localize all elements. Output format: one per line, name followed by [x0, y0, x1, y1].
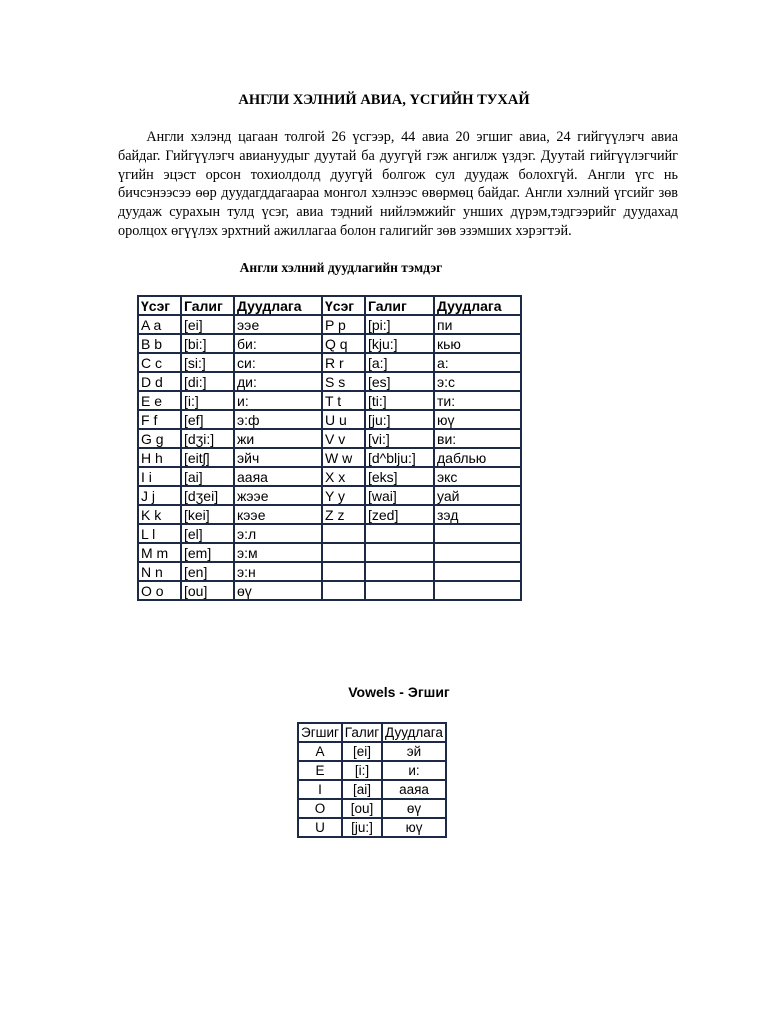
table-cell: [ou] — [182, 582, 233, 599]
table-row — [139, 487, 520, 504]
table-cell: H h — [139, 449, 180, 466]
vowels-table — [297, 722, 447, 838]
table-cell — [323, 563, 364, 580]
table-cell: [zed] — [366, 506, 433, 523]
table-cell: [ei] — [343, 743, 381, 760]
table-cell: B b — [139, 335, 180, 352]
table-cell: U — [299, 819, 341, 836]
table-cell: [kju:] — [366, 335, 433, 352]
table-row — [139, 392, 520, 409]
table-cell: э:с — [435, 373, 520, 390]
alphabet-table — [137, 295, 522, 601]
table-row — [139, 430, 520, 447]
table-cell: [eks] — [366, 468, 433, 485]
table-cell: би: — [235, 335, 321, 352]
table-cell: кью — [435, 335, 520, 352]
table-cell: жи — [235, 430, 321, 447]
table-row — [139, 335, 520, 352]
header-pronunciation: Дуудлага — [435, 297, 520, 314]
table-cell: P p — [323, 316, 364, 333]
table-cell: [d^blju:] — [366, 449, 433, 466]
table-cell: [dʒi:] — [182, 430, 233, 447]
table-row — [299, 781, 445, 798]
table-cell: S s — [323, 373, 364, 390]
table-cell: юү — [435, 411, 520, 428]
table-cell: Y y — [323, 487, 364, 504]
table-cell: [vi:] — [366, 430, 433, 447]
table-cell: [i:] — [182, 392, 233, 409]
table-row — [139, 544, 520, 561]
table-cell: [ai] — [343, 781, 381, 798]
table-row — [139, 373, 520, 390]
table-cell — [366, 525, 433, 542]
table-cell — [435, 544, 520, 561]
table-row — [139, 506, 520, 523]
table-cell: өү — [235, 582, 321, 599]
header-transcription: Галиг — [366, 297, 433, 314]
table-cell — [366, 544, 433, 561]
table-cell: юү — [383, 819, 445, 836]
table-cell: [bi:] — [182, 335, 233, 352]
table-cell: э:м — [235, 544, 321, 561]
table-cell: U u — [323, 411, 364, 428]
table-cell: [ef] — [182, 411, 233, 428]
table-cell: G g — [139, 430, 180, 447]
table-cell: [ti:] — [366, 392, 433, 409]
table-row — [139, 582, 520, 599]
header-transcription: Галиг — [344, 725, 380, 740]
table-cell: э:н — [235, 563, 321, 580]
table-cell: Q q — [323, 335, 364, 352]
table-cell: I — [299, 781, 341, 798]
table-cell: L l — [139, 525, 180, 542]
table-cell: [em] — [182, 544, 233, 561]
table-cell: C c — [139, 354, 180, 371]
table-cell: жээе — [235, 487, 321, 504]
table-cell: пи — [435, 316, 520, 333]
table-cell: [si:] — [182, 354, 233, 371]
table-cell: [ju:] — [343, 819, 381, 836]
table-cell: [wai] — [366, 487, 433, 504]
table-cell: D d — [139, 373, 180, 390]
table-row — [299, 762, 445, 779]
table-cell: [i:] — [343, 762, 381, 779]
table-row — [139, 449, 520, 466]
intro-paragraph: Англи хэлэнд цагаан толгой 26 үсгээр, 44 авиа 20 эгшиг авиа, 24 гийгүүлэгч авиа байдаг. Гийгүүлэгч авиануудыг дуутай ба дуугүй гэж ангилж үздэг. Дуутай гийгүүлэгчийг үгийн эцэст орсон тохиолдолд дуугүй болгож сул дуудаж болохгүй. Англи үгс нь бичсэнээсээ өөр дуудагддагаараа монгол хэлнээс өвөрмөц байдаг. Англи хэлний үгсийг зөв дуудаж сурахын тулд үсэг, авиа тэдний нийлэмжийг унших дүрэм,тэдгээрийг дуудахад оролцох өгүүлэх эрхтний ажиллагаа болон галигийг зөв эзэмших хэрэгтэй. — [118, 129, 678, 239]
table-cell: уай — [435, 487, 520, 504]
header-pronunciation: Дуудлага — [383, 724, 445, 741]
table-row — [299, 819, 445, 836]
table-cell: [ju:] — [366, 411, 433, 428]
table-cell — [366, 563, 433, 580]
table-cell: R r — [323, 354, 364, 371]
table-cell: ви: — [435, 430, 520, 447]
table-row — [139, 525, 520, 542]
table-cell: W w — [323, 449, 364, 466]
alphabet-header-row — [139, 297, 520, 314]
header-vowel: Эгшиг — [299, 724, 341, 741]
table-cell: F f — [139, 411, 180, 428]
table-cell: [ou] — [343, 800, 381, 817]
table-cell: а: — [435, 354, 520, 371]
table-cell: [ai] — [182, 468, 233, 485]
vowels-header-row — [299, 724, 445, 741]
vowels-title: Vowels - Эгшиг — [348, 684, 450, 700]
table-cell: K k — [139, 506, 180, 523]
table-cell: O — [299, 800, 341, 817]
table-cell: эйч — [235, 449, 321, 466]
page-title: АНГЛИ ХЭЛНИЙ АВИА, ҮСГИЙН ТУХАЙ — [238, 92, 530, 108]
table-cell: M m — [139, 544, 180, 561]
table-cell: и: — [235, 392, 321, 409]
table-cell: V v — [323, 430, 364, 447]
table-cell: T t — [323, 392, 364, 409]
table-cell: [dʒei] — [182, 487, 233, 504]
table-cell: N n — [139, 563, 180, 580]
table-cell: зэд — [435, 506, 520, 523]
table-cell: [el] — [182, 525, 233, 542]
table-cell: и: — [383, 762, 445, 779]
table-cell: [di:] — [182, 373, 233, 390]
table-cell: Z z — [323, 506, 364, 523]
table-row — [139, 316, 520, 333]
table-cell: си: — [235, 354, 321, 371]
table-cell: даблью — [435, 449, 520, 466]
table-cell: O o — [139, 582, 180, 599]
table-cell: кээе — [235, 506, 321, 523]
table-cell: ааяа — [383, 781, 445, 798]
table-cell: A a — [139, 316, 180, 333]
table-cell: эй — [383, 743, 445, 760]
table-cell: I i — [139, 468, 180, 485]
table-cell: [a:] — [366, 354, 433, 371]
table-cell: ээе — [235, 316, 321, 333]
table-cell — [323, 525, 364, 542]
table-row — [299, 800, 445, 817]
table-cell: E — [299, 762, 341, 779]
table-cell: [eitʃ] — [182, 449, 233, 466]
table-row — [139, 468, 520, 485]
table-cell: E e — [139, 392, 180, 409]
table-row — [139, 354, 520, 371]
table-cell — [435, 582, 520, 599]
table-cell: ааяа — [235, 468, 321, 485]
table-cell — [323, 544, 364, 561]
header-letter: Үсэг — [139, 297, 180, 314]
table-row — [139, 411, 520, 428]
table-cell — [435, 525, 520, 542]
pronunciation-table-title: Англи хэлний дуудлагийн тэмдэг — [239, 260, 443, 275]
table-cell: [kei] — [182, 506, 233, 523]
table-cell — [435, 563, 520, 580]
table-cell — [323, 582, 364, 599]
table-cell: ди: — [235, 373, 321, 390]
table-cell: A — [299, 743, 341, 760]
table-cell: ти: — [435, 392, 520, 409]
table-cell: экс — [435, 468, 520, 485]
table-cell: J j — [139, 487, 180, 504]
header-letter: Үсэг — [323, 297, 364, 314]
table-cell: [pi:] — [366, 316, 433, 333]
header-transcription: Галиг — [182, 297, 233, 314]
table-row — [299, 743, 445, 760]
table-cell: [en] — [182, 563, 233, 580]
table-cell — [366, 582, 433, 599]
table-cell: э:ф — [235, 411, 321, 428]
table-cell: [es] — [366, 373, 433, 390]
table-cell: өү — [383, 800, 445, 817]
table-row — [139, 563, 520, 580]
table-cell: X x — [323, 468, 364, 485]
header-pronunciation: Дуудлага — [235, 297, 321, 314]
table-cell: [ei] — [182, 316, 233, 333]
table-cell: э:л — [235, 525, 321, 542]
